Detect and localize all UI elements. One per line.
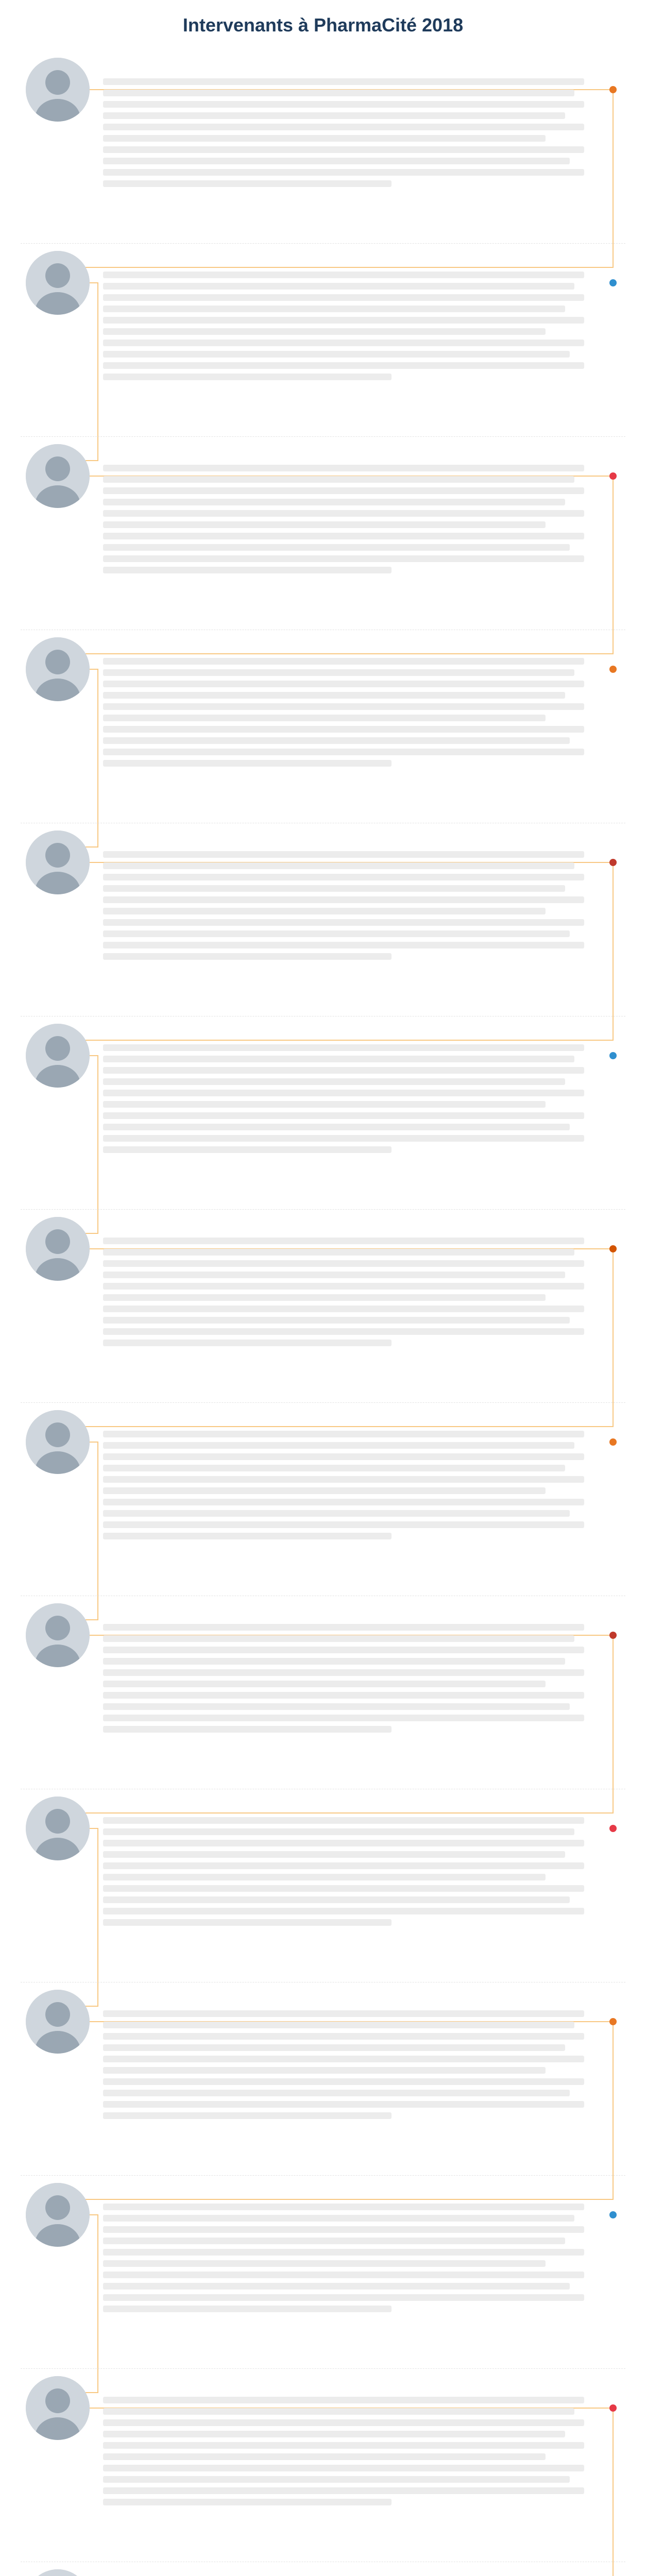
- speaker-portrait: [26, 637, 90, 701]
- bio-text-placeholder: [103, 1101, 546, 1108]
- speaker-card: [21, 1016, 625, 1210]
- speaker-portrait: [26, 1990, 90, 2054]
- speaker-name: [103, 444, 584, 460]
- bio-text-placeholder: [103, 362, 584, 369]
- bio-text-placeholder: [103, 1533, 392, 1539]
- bio-text-placeholder: [103, 1056, 574, 1062]
- session-tag: [596, 264, 616, 383]
- bio-text-placeholder: [103, 351, 570, 358]
- bio-text-placeholder: [103, 2419, 584, 2426]
- speaker-portrait: [26, 1603, 90, 1667]
- bio-text-placeholder: [103, 78, 584, 85]
- bio-text-placeholder: [103, 1919, 392, 1926]
- bio-text-placeholder: [103, 1078, 565, 1085]
- bio-text-placeholder: [103, 306, 565, 312]
- bio-text-placeholder: [103, 1431, 584, 1437]
- bio-text-placeholder: [103, 1703, 570, 1710]
- bio-text-placeholder: [103, 1510, 570, 1517]
- bio-text-placeholder: [103, 1465, 565, 1471]
- speaker-name: [103, 1797, 584, 1812]
- bio-text-placeholder: [103, 919, 584, 926]
- bio-text-placeholder: [103, 112, 565, 119]
- bio-text-placeholder: [103, 544, 570, 551]
- bio-text-placeholder: [103, 1715, 584, 1721]
- speaker-name: [103, 1024, 584, 1039]
- session-tag: [596, 2196, 616, 2315]
- session-tag: [596, 1037, 616, 1156]
- bio-text-placeholder: [103, 874, 584, 880]
- bio-text-placeholder: [103, 1260, 584, 1267]
- bio-text-placeholder: [103, 885, 565, 892]
- bio-text-placeholder: [103, 1658, 565, 1665]
- speaker-list: [21, 50, 625, 2576]
- speaker-portrait: [26, 444, 90, 508]
- bio-text-placeholder: [103, 2442, 584, 2449]
- bio-text-placeholder: [103, 1340, 392, 1346]
- bio-text-placeholder: [103, 953, 392, 960]
- session-tag: [596, 1810, 616, 1928]
- bio-text-placeholder: [103, 737, 570, 744]
- bio-text-placeholder: [103, 1624, 584, 1631]
- bio-text-placeholder: [103, 1238, 584, 1244]
- bio-text-placeholder: [103, 2022, 574, 2028]
- session-tag: [596, 1617, 616, 1735]
- bio-text-placeholder: [103, 1521, 584, 1528]
- speaker-name: [103, 251, 584, 266]
- bio-text-placeholder: [103, 2283, 570, 2290]
- speaker-card: [21, 50, 625, 244]
- bio-text-placeholder: [103, 124, 584, 130]
- bio-text-placeholder: [103, 1306, 584, 1312]
- bio-text-placeholder: [103, 1328, 584, 1335]
- bio-text-placeholder: [103, 487, 584, 494]
- bio-text-placeholder: [103, 1124, 570, 1130]
- bio-text-placeholder: [103, 146, 584, 153]
- speaker-portrait: [26, 2376, 90, 2440]
- speaker-name: [103, 2183, 584, 2198]
- bio-text-placeholder: [103, 1635, 574, 1642]
- bio-text-placeholder: [103, 283, 574, 290]
- bio-text-placeholder: [103, 1249, 574, 1256]
- bio-text-placeholder: [103, 2453, 546, 2460]
- speaker-card: [21, 437, 625, 630]
- session-tag: [596, 844, 616, 962]
- bio-text-placeholder: [103, 1692, 584, 1699]
- speaker-name: [103, 1990, 584, 2005]
- speaker-name: [103, 58, 584, 73]
- bio-text-placeholder: [103, 715, 546, 721]
- page-title: Intervenants à PharmaCité 2018: [182, 14, 464, 36]
- bio-text-placeholder: [103, 862, 574, 869]
- bio-text-placeholder: [103, 1487, 546, 1494]
- bio-text-placeholder: [103, 760, 392, 767]
- bio-text-placeholder: [103, 567, 392, 573]
- speaker-card: [21, 2562, 625, 2576]
- bio-text-placeholder: [103, 328, 546, 335]
- bio-text-placeholder: [103, 1283, 584, 1290]
- bio-text-placeholder: [103, 1885, 584, 1892]
- bio-text-placeholder: [103, 2272, 584, 2278]
- bio-text-placeholder: [103, 2408, 574, 2415]
- bio-text-placeholder: [103, 681, 584, 687]
- bio-text-placeholder: [103, 2465, 584, 2471]
- bio-text-placeholder: [103, 2476, 570, 2483]
- bio-text-placeholder: [103, 658, 584, 665]
- session-tag: [596, 2003, 616, 2122]
- bio-text-placeholder: [103, 669, 574, 676]
- bio-text-placeholder: [103, 90, 574, 96]
- speaker-card: [21, 823, 625, 1016]
- bio-text-placeholder: [103, 1851, 565, 1858]
- bio-text-placeholder: [103, 2204, 584, 2210]
- bio-text-placeholder: [103, 2499, 392, 2505]
- bio-text-placeholder: [103, 2010, 584, 2017]
- speaker-card: [21, 1789, 625, 1982]
- bio-text-placeholder: [103, 101, 584, 108]
- speaker-name: [103, 1410, 584, 1426]
- bio-text-placeholder: [103, 2260, 546, 2267]
- bio-text-placeholder: [103, 930, 570, 937]
- bio-text-placeholder: [103, 2067, 546, 2074]
- bio-text-placeholder: [103, 2431, 565, 2437]
- bio-text-placeholder: [103, 2101, 584, 2108]
- speaker-portrait: [26, 1024, 90, 1088]
- bio-text-placeholder: [103, 726, 584, 733]
- bio-text-placeholder: [103, 2078, 584, 2085]
- bio-text-placeholder: [103, 2487, 584, 2494]
- bio-text-placeholder: [103, 1840, 584, 1846]
- bio-text-placeholder: [103, 476, 574, 483]
- bio-text-placeholder: [103, 1067, 584, 1074]
- bio-text-placeholder: [103, 749, 584, 755]
- speaker-name: [103, 637, 584, 653]
- bio-text-placeholder: [103, 169, 584, 176]
- bio-text-placeholder: [103, 1294, 546, 1301]
- speaker-card: [21, 2176, 625, 2369]
- session-tag: [596, 457, 616, 576]
- bio-text-placeholder: [103, 942, 584, 948]
- speaker-card: [21, 630, 625, 823]
- bio-text-placeholder: [103, 1146, 392, 1153]
- bio-text-placeholder: [103, 2090, 570, 2096]
- bio-text-placeholder: [103, 1135, 584, 1142]
- speaker-portrait: [26, 1410, 90, 1474]
- bio-text-placeholder: [103, 1828, 574, 1835]
- bio-text-placeholder: [103, 1453, 584, 1460]
- bio-text-placeholder: [103, 1499, 584, 1505]
- speaker-card: [21, 244, 625, 437]
- bio-text-placeholder: [103, 2215, 574, 2222]
- bio-text-placeholder: [103, 158, 570, 164]
- bio-text-placeholder: [103, 1272, 565, 1278]
- bio-text-placeholder: [103, 2249, 584, 2256]
- bio-text-placeholder: [103, 703, 584, 710]
- session-tag: [596, 1423, 616, 1542]
- bio-text-placeholder: [103, 317, 584, 324]
- bio-text-placeholder: [103, 1669, 584, 1676]
- speaker-card: [21, 1403, 625, 1596]
- bio-text-placeholder: [103, 521, 546, 528]
- bio-text-placeholder: [103, 692, 565, 699]
- speaker-portrait: [26, 2183, 90, 2247]
- bio-text-placeholder: [103, 294, 584, 301]
- session-tag: [596, 651, 616, 769]
- bio-text-placeholder: [103, 1317, 570, 1324]
- bio-text-placeholder: [103, 851, 584, 858]
- bio-text-placeholder: [103, 1908, 584, 1914]
- speaker-card: [21, 1596, 625, 1789]
- bio-text-placeholder: [103, 1874, 546, 1880]
- bio-text-placeholder: [103, 2238, 565, 2244]
- session-tag: [596, 2389, 616, 2508]
- bio-text-placeholder: [103, 465, 584, 471]
- bio-text-placeholder: [103, 896, 584, 903]
- session-tag: [596, 1230, 616, 1349]
- speaker-card: [21, 2369, 625, 2562]
- bio-text-placeholder: [103, 510, 584, 517]
- speaker-card: [21, 1210, 625, 1403]
- bio-text-placeholder: [103, 555, 584, 562]
- bio-text-placeholder: [103, 180, 392, 187]
- bio-text-placeholder: [103, 2056, 584, 2062]
- bio-text-placeholder: [103, 2294, 584, 2301]
- speaker-portrait: [26, 2569, 90, 2576]
- bio-text-placeholder: [103, 1090, 584, 1096]
- bio-text-placeholder: [103, 1647, 584, 1653]
- bio-text-placeholder: [103, 2226, 584, 2233]
- bio-text-placeholder: [103, 908, 546, 914]
- speaker-name: [103, 2569, 584, 2576]
- bio-text-placeholder: [103, 2397, 584, 2403]
- speaker-name: [103, 2376, 584, 2392]
- bio-text-placeholder: [103, 340, 584, 346]
- bio-text-placeholder: [103, 272, 584, 278]
- bio-text-placeholder: [103, 1862, 584, 1869]
- bio-text-placeholder: [103, 2033, 584, 2040]
- speaker-name: [103, 1603, 584, 1619]
- bio-text-placeholder: [103, 374, 392, 380]
- speaker-portrait: [26, 58, 90, 122]
- speaker-portrait: [26, 1797, 90, 1860]
- bio-text-placeholder: [103, 1044, 584, 1051]
- bio-text-placeholder: [103, 1817, 584, 1824]
- bio-text-placeholder: [103, 135, 546, 142]
- bio-text-placeholder: [103, 2044, 565, 2051]
- speaker-portrait: [26, 831, 90, 894]
- bio-text-placeholder: [103, 499, 565, 505]
- speaker-name: [103, 1217, 584, 1232]
- bio-text-placeholder: [103, 1442, 574, 1449]
- bio-text-placeholder: [103, 2306, 392, 2312]
- session-tag: [596, 71, 616, 190]
- bio-text-placeholder: [103, 1681, 546, 1687]
- bio-text-placeholder: [103, 533, 584, 539]
- speaker-portrait: [26, 1217, 90, 1281]
- speaker-name: [103, 831, 584, 846]
- speaker-portrait: [26, 251, 90, 315]
- bio-text-placeholder: [103, 1476, 584, 1483]
- speaker-card: [21, 1982, 625, 2176]
- bio-text-placeholder: [103, 1112, 584, 1119]
- bio-text-placeholder: [103, 2112, 392, 2119]
- bio-text-placeholder: [103, 1726, 392, 1733]
- bio-text-placeholder: [103, 1896, 570, 1903]
